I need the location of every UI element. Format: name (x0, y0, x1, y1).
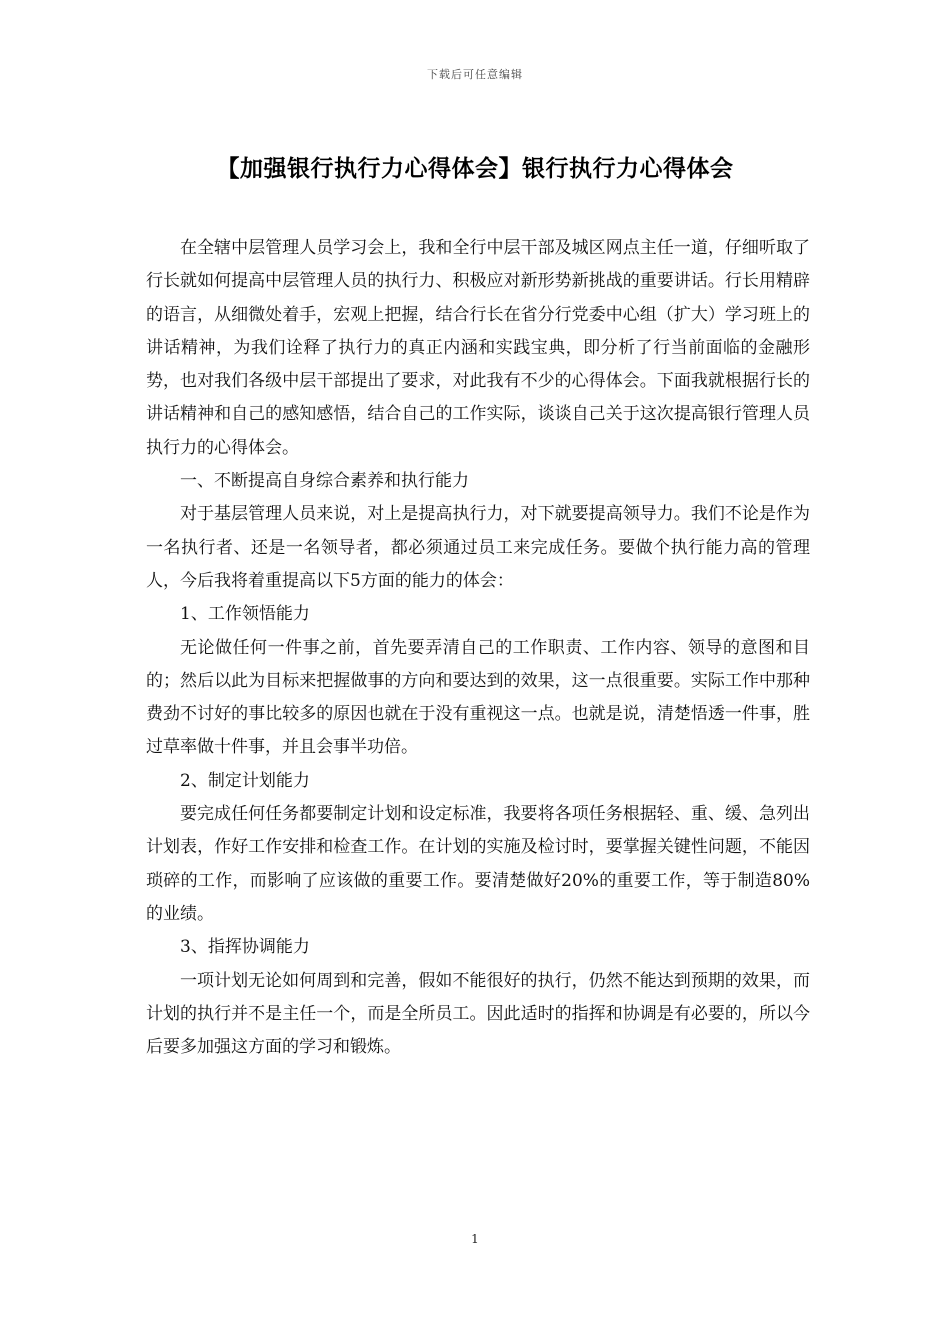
page-number: 1 (471, 1232, 479, 1246)
paragraph-intro: 在全辖中层管理人员学习会上，我和全行中层干部及城区网点主任一道，仔细听取了行长就如何提高中层管理人员的执行力、积极应对新形势新挑战的重要讲话。行长用精辟的语言，从细微处着手，宏观上把握，结合行长在省分行党委中心组（扩大）学习班上的讲话精神，为我们诠释了执行力的真正内涵和实践宝典，即分析了行当前面临的金融形势，也对我们各级中层干部提出了要求，对此我有不少的心得体会。下面我就根据行长的讲话精神和自己的感知感悟，结合自己的工作实际，谈谈自己关于这次提高银行管理人员执行力的心得体会。 (146, 238, 810, 458)
subheading-1: 1、工作领悟能力 (180, 604, 310, 625)
paragraph-section-1: 对于基层管理人员来说，对上是提高执行力，对下就要提高领导力。我们不论是作为一名执行者、还是一名领导者，都必须通过员工来完成任务。要做个执行能力高的管理人，今后我将着重提高以下5方面的能力的体会： (146, 504, 810, 591)
header-note: 下载后可任意编辑 (427, 68, 523, 81)
subheading-3: 3、指挥协调能力 (180, 937, 310, 958)
paragraph-subsection-2: 要完成任何任务都要制定计划和设定标准，我要将各项任务根据轻、重、缓、急列出计划表，作好工作安排和检查工作。在计划的实施及检讨时，要掌握关键性问题，不能因琐碎的工作，而影响了应该做的重要工作。要清楚做好20%的重要工作，等于制造80%的业绩。 (146, 804, 810, 924)
paragraph-subsection-1: 无论做任何一件事之前，首先要弄清自己的工作职责、工作内容、领导的意图和目的；然后以此为目标来把握做事的方向和要达到的效果，这一点很重要。实际工作中那种费劲不讨好的事比较多的原因也就在于没有重视这一点。也就是说，清楚悟透一件事，胜过草率做十件事，并且会事半功倍。 (146, 637, 810, 758)
subheading-2: 2、制定计划能力 (180, 770, 310, 791)
document-title: 【加强银行执行力心得体会】银行执行力心得体会 (216, 155, 734, 182)
paragraph-subsection-3: 一项计划无论如何周到和完善，假如不能很好的执行，仍然不能达到预期的效果，而计划的执行并不是主任一个，而是全所员工。因此适时的指挥和协调是有必要的，所以今后要多加强这方面的学习和锻炼。 (146, 970, 810, 1058)
section-heading-1: 一、不断提高自身综合素养和执行能力 (180, 471, 469, 492)
document-body (146, 232, 810, 1064)
